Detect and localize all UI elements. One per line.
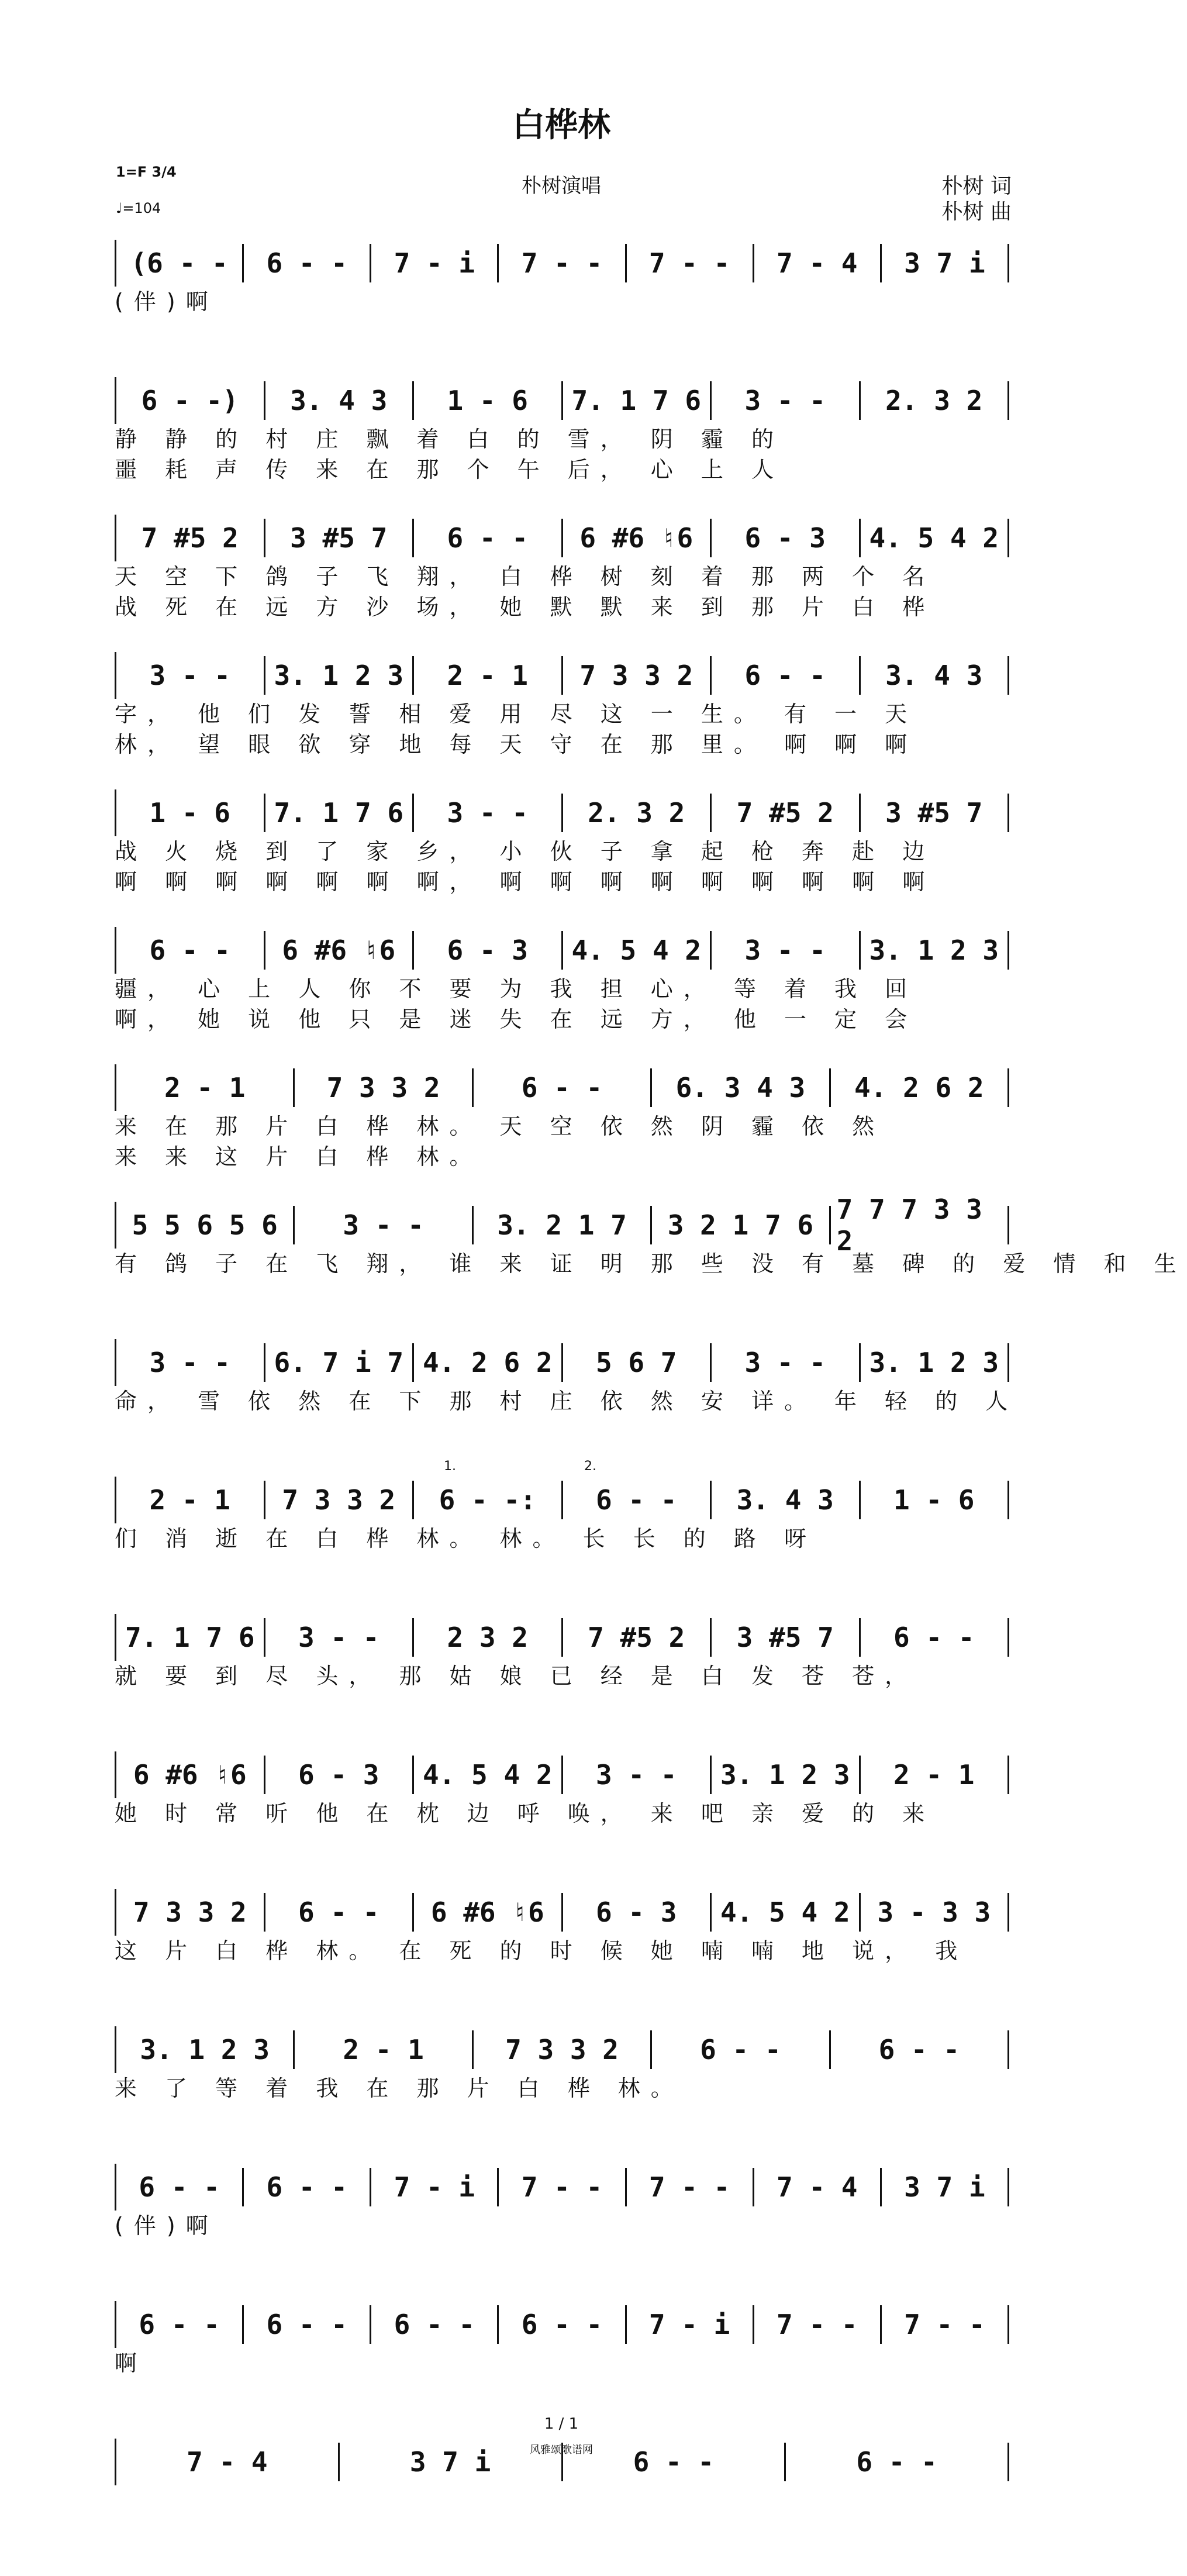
measure-notes: 2. 3 2 [588, 797, 685, 829]
measure-notes: 3 - - [744, 385, 826, 416]
measure-notes: 4. 5 4 2 [869, 522, 999, 554]
measure-notes: 3 - - [596, 1759, 677, 1791]
measure [499, 2305, 626, 2344]
notation-line [115, 1064, 1009, 1111]
measure-notes: 4. 5 4 2 [571, 934, 702, 966]
measure [295, 1068, 473, 1107]
measure [116, 1756, 265, 1794]
measure [265, 1756, 415, 1794]
lyric-line: 疆， 心 上 人 你 不 要 为 我 担 心， 等 着 我 回 [115, 976, 918, 1002]
measure-notes: 3 - - [744, 1347, 826, 1378]
measure [831, 2030, 1009, 2069]
measure-notes: 7 - - [777, 2309, 858, 2340]
measure-notes: 6 - - [521, 2309, 603, 2340]
measure-notes: 6 - - [596, 1484, 677, 1516]
measure-notes: 4. 2 6 2 [854, 1072, 984, 1103]
measure-notes: 3 2 1 7 6 [667, 1209, 814, 1241]
measure-notes: 7 7 7 3 3 2 [836, 1194, 982, 1257]
lyricist-credit: 朴树 词 [941, 174, 1012, 198]
measure-notes: 7 - - [521, 247, 603, 279]
measure [371, 2168, 499, 2206]
measure [861, 1343, 1010, 1382]
measure-notes: 7 - 4 [777, 247, 858, 279]
measure-notes: 6 - -) [141, 385, 239, 416]
score-system [115, 377, 1009, 515]
measure-notes: 3 - - [744, 934, 826, 966]
measure [563, 656, 712, 695]
notation-line [115, 240, 1009, 287]
measure-notes: 7 - - [521, 2171, 603, 2203]
measure [414, 1343, 563, 1382]
score-sheet [115, 240, 1187, 2576]
measure [882, 2168, 1009, 2206]
measure [563, 1481, 712, 1519]
measure [371, 2305, 499, 2344]
notation-line [115, 1194, 1009, 1257]
measure-notes: 2 - 1 [149, 1484, 230, 1516]
lyric-line: (伴)啊 [115, 2213, 219, 2239]
measure [295, 2030, 473, 2069]
notation-line [115, 515, 1009, 561]
measure-notes: 3 7 i [904, 247, 985, 279]
measure [627, 2305, 754, 2344]
measure-notes: 5 5 6 5 6 [132, 1209, 278, 1241]
measure [116, 244, 244, 282]
measure-notes: 1 - 6 [149, 797, 230, 829]
measure [414, 656, 563, 695]
score-system [115, 1889, 1009, 2026]
measure-notes: 6 #6 ♮6 [579, 522, 693, 554]
measure-notes: 7 - - [648, 2171, 730, 2203]
notation-line [115, 2164, 1009, 2211]
measure [563, 1756, 712, 1794]
site-watermark: 风雅颂歌谱网 [530, 2444, 593, 2456]
song-title: 白桦林 [512, 106, 610, 144]
measure-notes: 7 #5 2 [141, 522, 239, 554]
key-signature: 1=F 3/4 [116, 164, 177, 180]
measure [754, 2305, 882, 2344]
notation-line [115, 2026, 1009, 2073]
measure [861, 1618, 1010, 1657]
measure-notes: 3 - - [149, 1347, 230, 1378]
measure-notes: 7 - i [394, 247, 475, 279]
page-number: 1 / 1 [544, 2415, 579, 2433]
lyric-line: 林， 望 眼 欲 穿 地 每 天 守 在 那 里。 啊 啊 啊 [115, 732, 918, 757]
measure [414, 1618, 563, 1657]
measure-notes: 7 3 3 2 [326, 1072, 440, 1103]
measure [116, 1481, 265, 1519]
measure [754, 2168, 882, 2206]
measure-notes: 3 #5 7 [290, 522, 388, 554]
measure [861, 1893, 1010, 1932]
measure [244, 2305, 371, 2344]
measure [474, 1206, 652, 1244]
lyric-line: 战 死 在 远 方 沙 场， 她 默 默 来 到 那 片 白 桦 [115, 594, 936, 620]
lyric-line: 有 鸽 子 在 飞 翔， 谁 来 证 明 那 些 没 有 墓 碑 的 爱 情 和 生 [115, 1251, 1187, 1277]
score-system [115, 1339, 1019, 1477]
volta-ending: 2. [584, 1459, 596, 1474]
measure [861, 1756, 1010, 1794]
measure [116, 1893, 265, 1932]
measure [563, 1343, 712, 1382]
measure-notes: 6 - - [878, 2034, 960, 2065]
measure-notes: 6 - 3 [744, 522, 826, 554]
measure-notes: 3 - - [298, 1622, 379, 1653]
measure-notes: 7. 1 7 6 [274, 797, 404, 829]
measure [414, 931, 563, 970]
measure-notes: 6 - - [266, 2309, 347, 2340]
measure-notes: 7 3 3 2 [505, 2034, 619, 2065]
lyric-line: 命， 雪 依 然 在 下 那 村 庄 依 然 安 详。 年 轻 的 人 [115, 1388, 1019, 1414]
measure [265, 1893, 415, 1932]
score-system [115, 1614, 1009, 1751]
measure-notes: 4. 2 6 2 [422, 1347, 553, 1378]
measure [712, 519, 861, 557]
measure-notes: 7. 1 7 6 [125, 1622, 255, 1653]
score-system [115, 2026, 1009, 2164]
measure [116, 1343, 265, 1382]
score-system [115, 1194, 1187, 1339]
measure-notes: 6 - - [893, 1622, 975, 1653]
measure [244, 2168, 371, 2206]
measure [861, 931, 1010, 970]
measure [563, 931, 712, 970]
measure [712, 1481, 861, 1519]
measure [116, 656, 265, 695]
measure-notes: 6 - - [856, 2446, 937, 2478]
measure [882, 244, 1009, 282]
measure-notes: 4. 5 4 2 [422, 1759, 553, 1791]
measure-notes: 3. 1 2 3 [869, 1347, 999, 1378]
lyric-line [115, 2485, 1009, 2516]
measure-notes: 6 - - [266, 2171, 347, 2203]
measure [414, 519, 563, 557]
lyric-line: 天 空 下 鸽 子 飞 翔， 白 桦 树 刻 着 那 两 个 名 [115, 564, 936, 589]
lyric-line: 她 时 常 听 他 在 枕 边 呼 唤， 来 吧 亲 爱 的 来 [115, 1801, 936, 1826]
measure-notes: 2 3 2 [447, 1622, 528, 1653]
notation-line [115, 1459, 1009, 1523]
measure-notes: 6 - - [521, 1072, 603, 1103]
measure [116, 381, 265, 420]
measure-notes: 2 - 1 [164, 1072, 246, 1103]
measure-notes: 3 #5 7 [885, 797, 983, 829]
notation-line [115, 1889, 1009, 1936]
measure-notes: 3 - - [149, 660, 230, 691]
measure [371, 244, 499, 282]
measure-notes: 3 #5 7 [736, 1622, 834, 1653]
measure [414, 1481, 563, 1519]
measure [265, 381, 415, 420]
measure [295, 1206, 473, 1244]
measure-notes: 6 - - [633, 2446, 715, 2478]
notation-line [115, 789, 1009, 836]
measure [414, 381, 563, 420]
measure [474, 2030, 652, 2069]
composer-credit: 朴树 曲 [941, 200, 1012, 224]
measure-notes: 7 - - [904, 2309, 985, 2340]
measure [563, 1618, 712, 1657]
measure [244, 244, 371, 282]
score-system [115, 2439, 1009, 2576]
measure [831, 1068, 1009, 1107]
measure-notes: 6 - 3 [596, 1896, 677, 1928]
measure-notes: 3. 1 2 3 [720, 1759, 850, 1791]
measure [712, 794, 861, 832]
measure [712, 1756, 861, 1794]
measure-notes: 3 7 i [409, 2446, 491, 2478]
measure [116, 1618, 265, 1657]
measure-notes: 6 #6 ♮6 [430, 1896, 544, 1928]
measure [116, 794, 265, 832]
lyric-line: 来 在 那 片 白 桦 林。 天 空 依 然 阴 霾 依 然 [115, 1113, 885, 1139]
lyric-line: 噩 耗 声 传 来 在 那 个 午 后， 心 上 人 [115, 457, 784, 482]
volta-ending: 1. [444, 1459, 456, 1474]
measure [627, 244, 754, 282]
measure [861, 519, 1010, 557]
measure-notes: 6. 3 4 3 [675, 1072, 806, 1103]
measure [414, 1756, 563, 1794]
measure-notes: 7 3 3 2 [133, 1896, 247, 1928]
score-system [115, 240, 1009, 377]
measure-notes: 6 - 3 [447, 934, 528, 966]
lyric-line: 字， 他 们 发 誓 相 爱 用 尽 这 一 生。 有 一 天 [115, 701, 918, 727]
score-system [115, 789, 1009, 927]
measure-notes: 6 - - [700, 2034, 781, 2065]
measure [712, 1343, 861, 1382]
measure [474, 1068, 652, 1107]
measure [627, 2168, 754, 2206]
measure-notes: 5 6 7 [596, 1347, 677, 1378]
measure [116, 2305, 244, 2344]
measure-notes: 6 #6 ♮6 [133, 1759, 247, 1791]
measure [652, 1206, 830, 1244]
measure-notes: 6 - - [447, 522, 528, 554]
measure [265, 931, 415, 970]
measure [116, 1068, 295, 1107]
measure-notes: 6 - - [744, 660, 826, 691]
measure [265, 1618, 415, 1657]
score-system [115, 2164, 1009, 2301]
measure-notes: 6 - 3 [298, 1759, 379, 1791]
measure [563, 519, 712, 557]
lyric-line: 啊 [115, 2350, 148, 2376]
notation-line [115, 2301, 1009, 2348]
measure-notes: 7 - 4 [187, 2446, 268, 2478]
measure-notes: 7 - - [648, 247, 730, 279]
notation-line [115, 927, 1009, 974]
measure [861, 1481, 1010, 1519]
lyric-line: 啊 啊 啊 啊 啊 啊 啊， 啊 啊 啊 啊 啊 啊 啊 啊 啊 [115, 869, 936, 895]
measure [414, 1893, 563, 1932]
measure-notes: 7 3 3 2 [282, 1484, 396, 1516]
measure-notes: 2 - 1 [343, 2034, 424, 2065]
measure [861, 794, 1010, 832]
measure [499, 244, 626, 282]
measure [831, 1194, 1009, 1257]
lyric-line: 啊， 她 说 他 只 是 迷 失 在 远 方， 他 一 定 会 [115, 1006, 918, 1032]
measure-notes: 6 - - [139, 2309, 220, 2340]
measure-notes: 7 #5 2 [736, 797, 834, 829]
tempo-marking: ♩=104 [116, 200, 161, 216]
score-system [115, 1459, 1009, 1614]
measure-notes: 6 - - [139, 2171, 220, 2203]
measure-notes: 3 - - [447, 797, 528, 829]
measure-notes: 6 #6 ♮6 [282, 934, 396, 966]
measure [265, 519, 415, 557]
measure-notes: 7 - 4 [777, 2171, 858, 2203]
measure-notes: 7. 1 7 6 [571, 385, 702, 416]
measure [652, 1068, 830, 1107]
notation-line [115, 1614, 1009, 1661]
notation-line [115, 377, 1009, 424]
lyric-line: 就 要 到 尽 头， 那 姑 娘 已 经 是 白 发 苍 苍， [115, 1663, 918, 1689]
measure-notes: 3. 1 2 3 [274, 660, 404, 691]
measure [712, 1618, 861, 1657]
lyric-line: 来 来 这 片 白 桦 林。 [115, 1144, 482, 1170]
score-system [115, 652, 1009, 789]
measure-notes: 7 3 3 2 [579, 660, 693, 691]
measure-notes: 3 - - [343, 1209, 424, 1241]
lyric-line: 来 了 等 着 我 在 那 片 白 桦 林。 [115, 2075, 684, 2101]
measure [563, 1893, 712, 1932]
measure-notes: 6 - - [394, 2309, 475, 2340]
notation-line [115, 1751, 1009, 1798]
measure-notes: (6 - - [130, 247, 228, 279]
measure-notes: 3. 1 2 3 [140, 2034, 270, 2065]
measure-notes: 6 - - [149, 934, 230, 966]
measure [712, 381, 861, 420]
measure-notes: 6 - - [298, 1896, 379, 1928]
measure-notes: 7 - i [648, 2309, 730, 2340]
measure-notes: 4. 5 4 2 [720, 1896, 850, 1928]
measure-notes: 3. 4 3 [290, 385, 388, 416]
measure [861, 381, 1010, 420]
measure [652, 2030, 830, 2069]
measure-notes: 3. 2 1 7 [497, 1209, 627, 1241]
measure-notes: 7 - i [394, 2171, 475, 2203]
measure-notes: 7 #5 2 [588, 1622, 685, 1653]
lyric-line: 这 片 白 桦 林。 在 死 的 时 候 她 喃 喃 地 说， 我 [115, 1938, 968, 1964]
measure-notes: 3. 1 2 3 [869, 934, 999, 966]
measure-notes: 3 7 i [904, 2171, 985, 2203]
measure-notes: 1 - 6 [893, 1484, 975, 1516]
measure [861, 656, 1010, 695]
measure [882, 2305, 1009, 2344]
score-system [115, 515, 1009, 652]
lyric-line: 们 消 逝 在 白 桦 林。 林。 长 长 的 路 呀 [115, 1526, 817, 1551]
singer-credit: 朴树演唱 [522, 174, 601, 198]
measure-notes: 2. 3 2 [885, 385, 983, 416]
measure-notes: 6 - - [266, 247, 347, 279]
measure-notes: 3 - 3 3 [877, 1896, 991, 1928]
measure [265, 656, 415, 695]
measure-notes: 2 - 1 [893, 1759, 975, 1791]
measure-notes: 3. 4 3 [736, 1484, 834, 1516]
measure [116, 1206, 295, 1244]
measure-notes: 2 - 1 [447, 660, 528, 691]
measure-notes: 1 - 6 [447, 385, 528, 416]
measure [414, 794, 563, 832]
measure [265, 1343, 415, 1382]
measure [116, 519, 265, 557]
measure [265, 794, 415, 832]
notation-line [115, 1339, 1009, 1386]
measure [499, 2168, 626, 2206]
lyric-line: 静 静 的 村 庄 飘 着 白 的 雪， 阴 霾 的 [115, 426, 784, 452]
measure-notes: 6. 7 i 7 [274, 1347, 404, 1378]
measure [712, 931, 861, 970]
measure [754, 244, 882, 282]
measure [563, 794, 712, 832]
measure [265, 1481, 415, 1519]
measure [712, 1893, 861, 1932]
measure-notes: 6 - -: [439, 1484, 536, 1516]
notation-line [115, 652, 1009, 699]
measure-notes: 3. 4 3 [885, 660, 983, 691]
score-system [115, 1064, 1009, 1202]
lyric-line: 战 火 烧 到 了 家 乡， 小 伙 子 拿 起 枪 奔 赴 边 [115, 839, 936, 864]
measure [563, 381, 712, 420]
score-system [115, 927, 1009, 1064]
measure [116, 2168, 244, 2206]
lyric-line: (伴)啊 [115, 289, 219, 315]
score-system [115, 1751, 1009, 1889]
measure [116, 931, 265, 970]
measure [116, 2030, 295, 2069]
measure [712, 656, 861, 695]
